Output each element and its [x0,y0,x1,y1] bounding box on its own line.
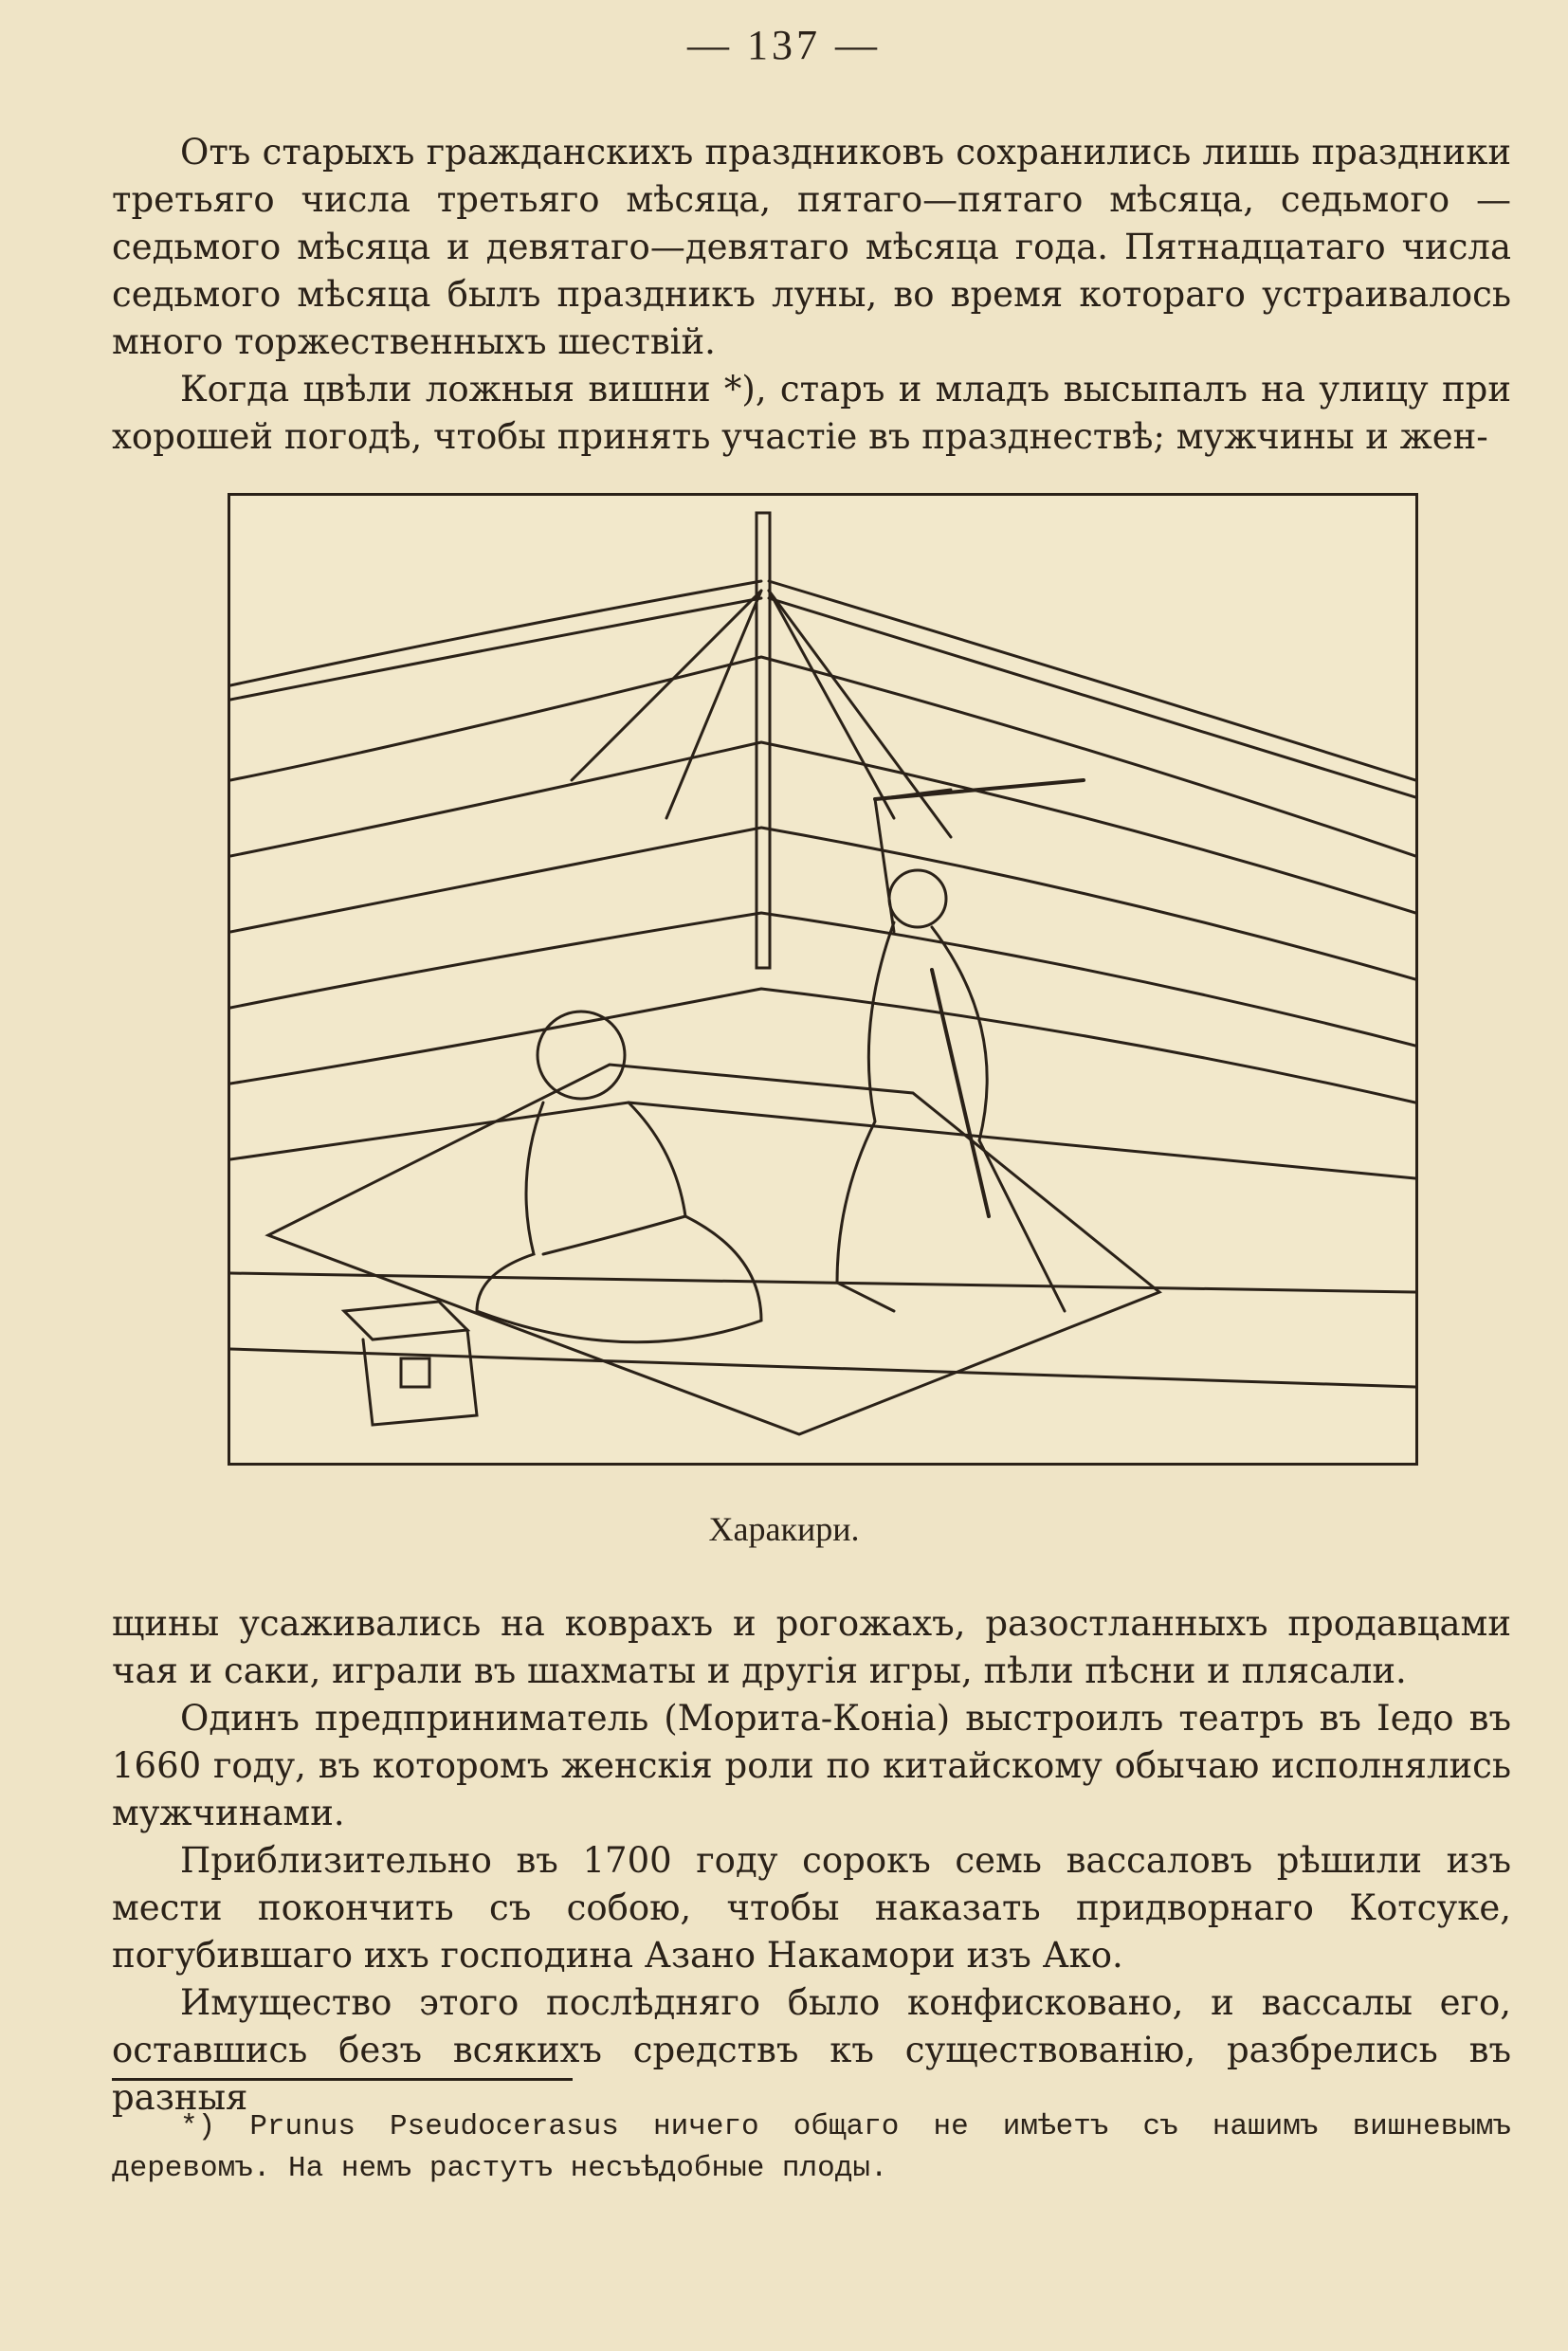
paragraph: Когда цвѣли ложныя вишни *), старъ и младъ высыпалъ на улицу при хорошей погодѣ, чтобы принять участіе въ празднествѣ; мужчины и жен- [112,369,1511,457]
footnote-text: *) Prunus Pseudocerasus ничего общаго не имѣетъ съ нашимъ вишневымъ деревомъ. На немъ растутъ несъѣдобные плоды. [112,2110,1511,2185]
footnote [112,2106,1511,2190]
body-text-top [112,129,1511,461]
paragraph-continuation: щины усаживались на коврахъ и рогожахъ, разостланныхъ продавцами чая и саки, играли въ шахматы и другія игры, пѣли пѣсни и плясали. [112,1603,1511,1691]
paragraph: Имущество этого послѣдняго было конфисковано, и вассалы его, оставшись безъ всякихъ средствъ къ существованію, разбрелись въ разныя [112,1982,1511,2118]
illustration-drawing [230,496,1415,1463]
swordsman-body [837,922,894,1311]
paragraph: Одинъ предприниматель (Морита-Коніа) выстроилъ театръ въ Іедо въ 1660 году, въ которомъ женскія роли по китайскому обычаю исполнялись мужчинами. [112,1698,1511,1833]
sword [875,780,1084,799]
swordsman-head [889,870,946,927]
figure-caption: Харакири. [708,1510,860,1548]
paragraph: Отъ старыхъ гражданскихъ праздниковъ сохранились лишь праздники третьяго числа третьяго мѣсяца, пятаго—пятаго мѣсяца, седьмого — седьмого мѣсяца и девятаго—девятаго мѣсяца года. Пятнадцатаго числа седьмого мѣсяца былъ праздникъ луны, во время котораго устраивалось много торжественныхъ шествій. [112,132,1511,362]
paragraph: Приблизительно въ 1700 году сорокъ семь вассаловъ рѣшили изъ мести покончить съ собою, чтобы наказать придворнаго Котсуке, погубившаго ихъ господина Азано Накамори изъ Ако. [112,1840,1511,1976]
seated-figure-body [477,1103,761,1342]
body-text-bottom [112,1600,1511,2122]
harakiri-illustration [228,493,1418,1466]
seated-figure-head [538,1011,625,1099]
footnote-divider [112,2078,573,2081]
stand [344,1302,467,1340]
page-number: — 137 — [687,22,881,68]
